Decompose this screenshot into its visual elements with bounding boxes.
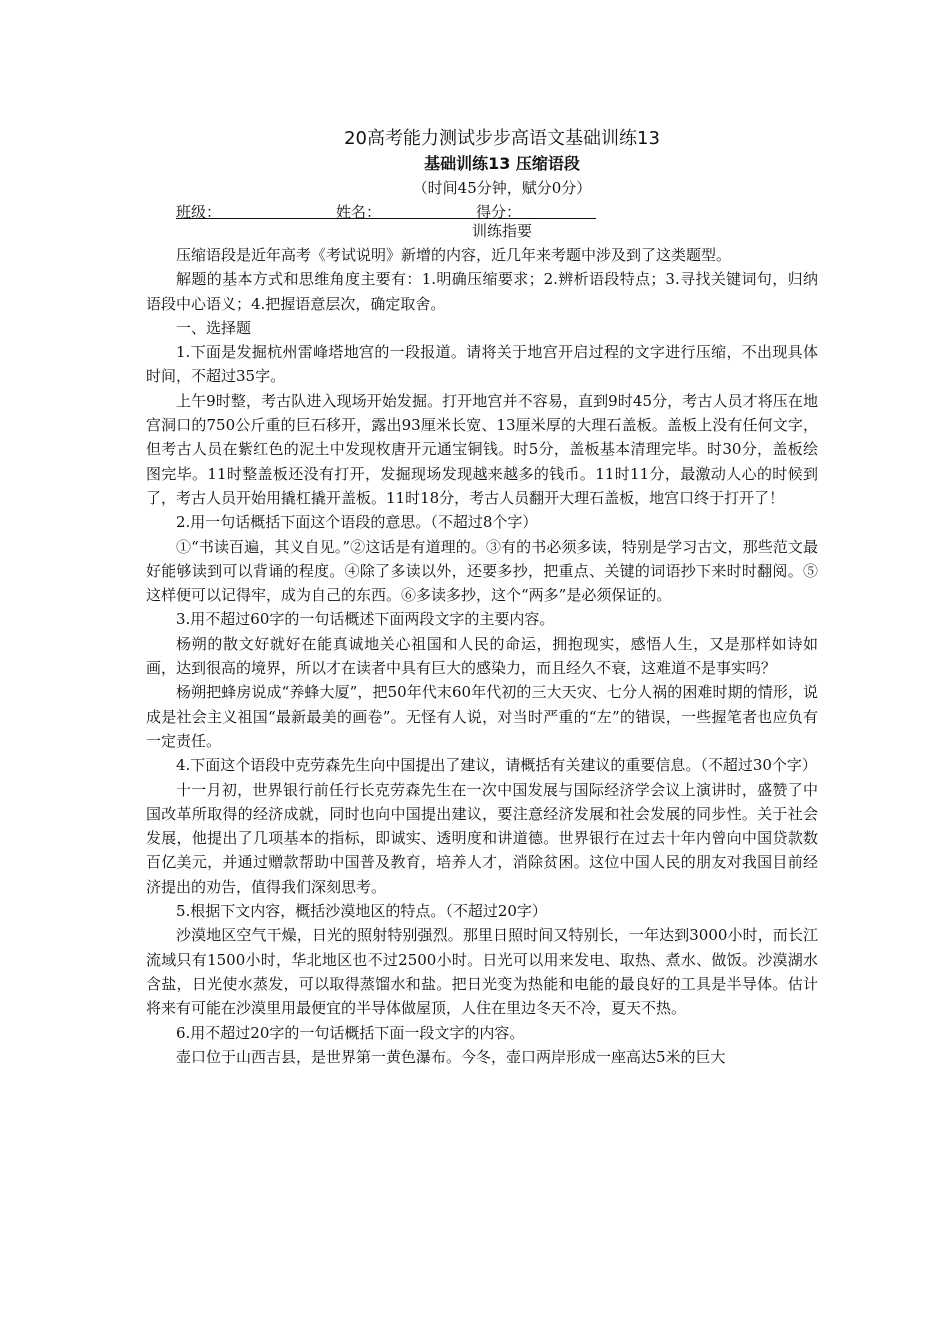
question-3: 3.用不超过60字的一句话概述下面两段文字的主要内容。 bbox=[176, 610, 555, 629]
document-title: 20高考能力测试步步高语文基础训练13 bbox=[344, 128, 660, 149]
question-2: 2.用一句话概括下面这个语段的意思。（不超过8个字） bbox=[176, 513, 538, 532]
question-2-text: ①“书读百遍，其义自见。”②这话是有道理的。③有的书必须多读，特别是学习古文，那些范文最好能够读到可以背诵的程度。④除了多读以外，还要多抄，把重点、关键的词语抄下来时时翻阅。⑤这样便可以记得牢，成为自己的东西。⑥多读多抄，这个“两多”是必须保证的。 bbox=[146, 537, 818, 605]
class-label: 班级： bbox=[176, 203, 222, 221]
question-6-text: 壶口位于山西吉县，是世界第一黄色瀑布。今冬，壶口两岸形成一座高达5米的巨大 bbox=[176, 1047, 726, 1066]
guide-paragraph-1: 压缩语段是近年高考《考试说明》新增的内容，近几年来考题中涉及到了这类题型。 bbox=[176, 246, 732, 264]
question-4: 4.下面这个语段中克劳森先生向中国提出了建议，请概括有关建议的重要信息。（不超过30个字） bbox=[176, 756, 817, 775]
name-field[interactable] bbox=[336, 200, 476, 219]
name-label: 姓名： bbox=[336, 203, 382, 221]
question-1: 1.下面是发掘杭州雷峰塔地宫的一段报道。请将关于地宫开启过程的文字进行压缩，不出现具体时间，不超过35字。 bbox=[146, 343, 818, 386]
info-fields bbox=[146, 200, 818, 219]
guide-paragraph-2: 解题的基本方式和思维角度主要有：1.明确压缩要求；2.辨析语段特点；3.寻找关键词句，归纳语段中心语义；4.把握语意层次，确定取舍。 bbox=[146, 270, 818, 313]
class-field[interactable] bbox=[176, 200, 336, 219]
question-5-text: 沙漠地区空气干燥，日光的照射特别强烈。那里日照时间又特别长，一年达到3000小时，而长江流域只有1500小时，华北地区也不过2500小时。日光可以用来发电、取热、煮水、做饭。沙漠湖水含盐，日光使水蒸发，可以取得蒸馏水和盐。把日光变为热能和电能的最良好的工具是半导体。估计将来有可能在沙漠里用最便宜的半导体做屋顶，人住在里边冬天不冷，夏天不热。 bbox=[146, 926, 818, 1018]
score-field[interactable] bbox=[476, 200, 596, 219]
question-1-text: 上午9时整，考古队进入现场开始发掘。打开地宫并不容易，直到9时45分，考古人员才将压在地宫洞口的750公斤重的巨石移开，露出93厘米长宽、13厘米厚的大理石盖板。盖板上没有任何文字，但考古人员在紫红色的泥土中发现枚唐开元通宝铜钱。时5分，盖板基本清理完毕。时30分，盖板绘图完毕。11时整盖板还没有打开，发掘现场发现越来越多的钱币。11时11分，最激动人心的时候到了，考古人员开始用撬杠撬开盖板。11时18分，考古人员翻开大理石盖板，地宫口终于打开了！ bbox=[146, 391, 818, 507]
question-3-text-1: 杨朔的散文好就好在能真诚地关心祖国和人民的命运，拥抱现实，感悟人生，又是那样如诗如画，达到很高的境界，所以才在读者中具有巨大的感染力，而且经久不衰，这难道不是事实吗？ bbox=[146, 634, 818, 678]
time-note: （时间45分钟，赋分0分） bbox=[412, 179, 592, 197]
document-subtitle: 基础训练13 压缩语段 bbox=[424, 154, 580, 173]
score-label: 得分： bbox=[476, 203, 522, 221]
question-3-text-2: 杨朔把蜂房说成“养蜂大厦”，把50年代末60年代初的三大天灾、七分人祸的困难时期的情形，说成是社会主义祖国“最新最美的画卷”。无怪有人说，对当时严重的“左”的错误，一些握笔者也应负有一定责任。 bbox=[146, 683, 818, 750]
guide-heading: 训练指要 bbox=[471, 222, 532, 240]
question-4-text: 十一月初，世界银行前任行长克劳森先生在一次中国发展与国际经济学会议上演讲时，盛赞了中国改革所取得的经济成就，同时也向中国提出建议，要注意经济发展和社会发展的同步性。关于社会发展，他提出了几项基本的指标，即诚实、透明度和讲道德。世界银行在过去十年内曾向中国贷款数百亿美元，并通过赠款帮助中国普及教育，培养人才，消除贫困。这位中国人民的朋友对我国目前经济提出的劝告，值得我们深刻思考。 bbox=[146, 780, 818, 896]
question-5: 5.根据下文内容，概括沙漠地区的特点。（不超过20字） bbox=[176, 902, 547, 921]
section-heading: 一、选择题 bbox=[176, 318, 252, 337]
question-6: 6.用不超过20字的一句话概括下面一段文字的内容。 bbox=[176, 1023, 525, 1042]
document-page bbox=[146, 126, 818, 1069]
